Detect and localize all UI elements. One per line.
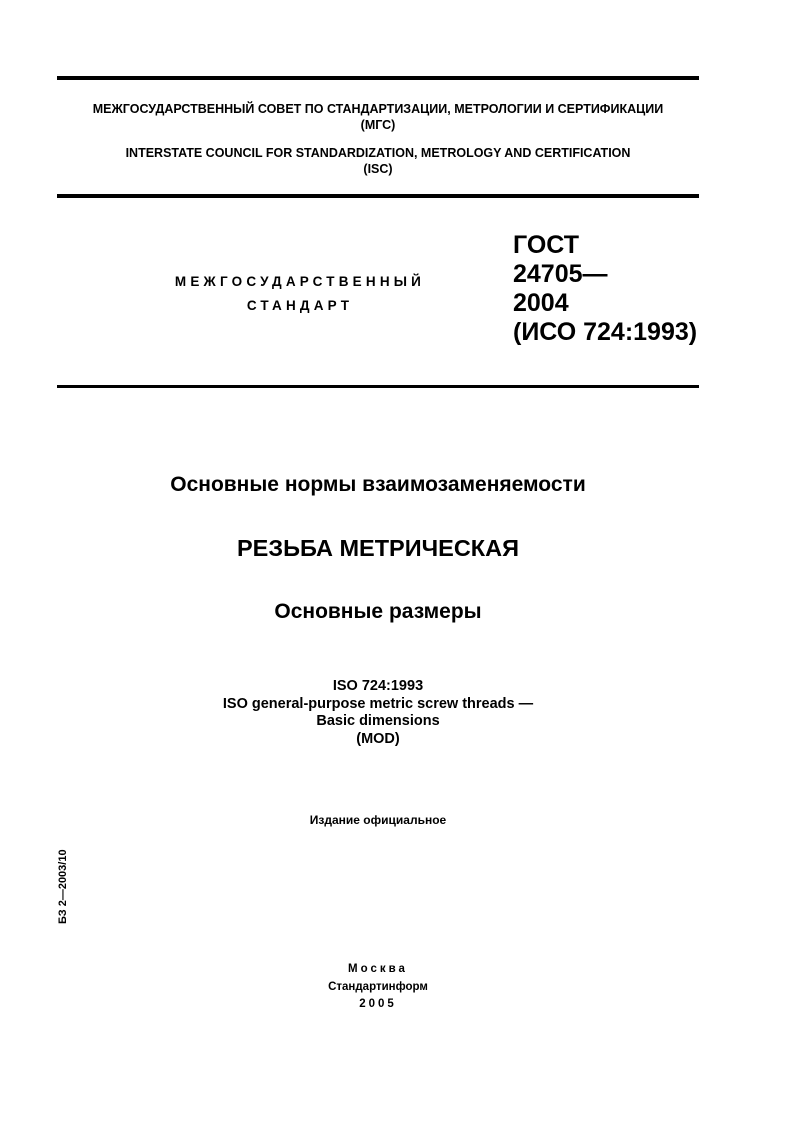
imprint-city: Москва	[348, 963, 408, 975]
middle-rule	[57, 194, 699, 198]
gost-line3: 2004	[513, 289, 569, 317]
iso-title-line2: Basic dimensions	[316, 713, 440, 729]
top-rule	[57, 76, 699, 80]
main-title: РЕЗЬБА МЕТРИЧЕСКАЯ	[237, 535, 519, 561]
subtitle: Основные размеры	[274, 600, 482, 623]
council-en	[57, 145, 699, 177]
standard-label-line2: СТАНДАРТ	[246, 298, 354, 313]
gost-designation	[513, 231, 697, 347]
bottom-rule	[57, 385, 699, 388]
imprint-publisher: Стандартинформ	[328, 980, 428, 993]
iso-degree: (MOD)	[356, 730, 400, 747]
group-title: Основные нормы взаимозаменяемости	[170, 473, 586, 496]
gost-line1: ГОСТ	[513, 231, 579, 259]
council-en-abbr: (ISC)	[363, 162, 393, 176]
imprint	[57, 961, 699, 1014]
side-code: БЗ 2—2003/10	[57, 849, 69, 924]
council-ru	[57, 101, 699, 133]
imprint-year: 2005	[359, 998, 397, 1010]
iso-title-line1: ISO general-purpose metric screw threads —	[222, 695, 534, 712]
standard-label-line1: МЕЖГОСУДАРСТВЕННЫЙ	[174, 274, 426, 289]
council-ru-name: МЕЖГОСУДАРСТВЕННЫЙ СОВЕТ ПО СТАНДАРТИЗАЦИИ, МЕТРОЛОГИИ И СЕРТИФИКАЦИИ	[92, 102, 664, 116]
council-en-name: INTERSTATE COUNCIL FOR STANDARDIZATION, METROLOGY AND CERTIFICATION	[125, 146, 631, 160]
edition-note: Издание официальное	[309, 813, 447, 827]
gost-line4: (ИСО 724:1993)	[513, 318, 698, 346]
iso-reference	[57, 678, 699, 748]
council-ru-abbr: (МГС)	[360, 118, 396, 132]
iso-number: ISO 724:1993	[332, 678, 424, 694]
gost-line2: 24705—	[513, 260, 608, 288]
